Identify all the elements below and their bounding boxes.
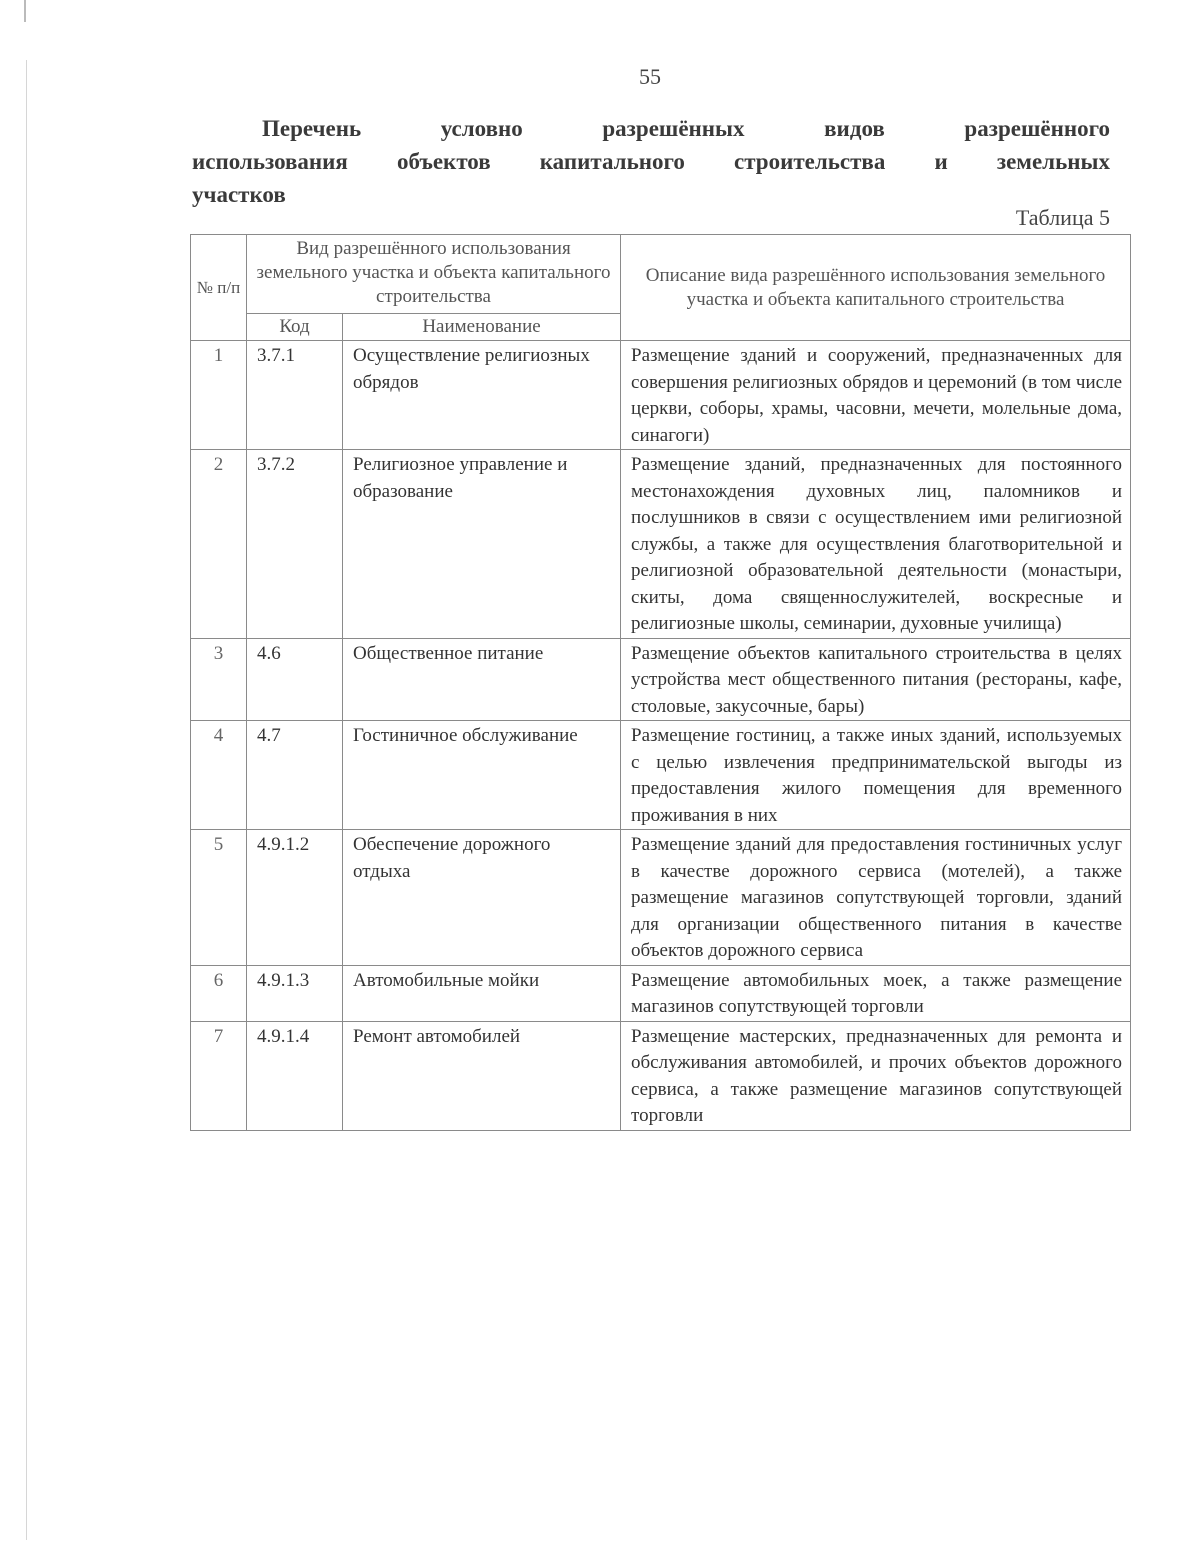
row-number: 2 [191,450,247,639]
row-name: Общественное питание [343,638,621,721]
row-description: Размещение зданий для предоставления гостиничных услуг в качестве дорожного сервиса (мотелей), а также размещение магазинов сопутствующей торговли, зданий для организации общественного питания в качестве объектов дорожного сервиса [621,830,1131,966]
scan-margin-mark [24,0,26,22]
title-word: видов [824,116,885,141]
header-code: Код [247,314,343,341]
row-description: Размещение мастерских, предназначенных для ремонта и обслуживания автомобилей, и прочих объектов дорожного сервиса, а также размещение магазинов сопутствующей торговли [621,1021,1131,1130]
header-description: Описание вида разрешённого использования земельного участка и объекта капитального строительства [621,235,1131,341]
title-word: капитального [539,149,685,174]
title-word: использования [192,149,348,174]
row-number: 3 [191,638,247,721]
row-name: Обеспечение дорожного отдыха [343,830,621,966]
row-number: 5 [191,830,247,966]
scan-margin-line [26,60,27,1540]
row-code: 3.7.1 [247,341,343,450]
row-code: 3.7.2 [247,450,343,639]
row-name: Религиозное управление и образование [343,450,621,639]
row-name: Ремонт автомобилей [343,1021,621,1130]
header-use-type: Вид разрешённого использования земельного участка и объекта капитального строительства [247,235,621,314]
row-number: 4 [191,721,247,830]
row-code: 4.7 [247,721,343,830]
title-word: и [934,149,948,174]
row-description: Размещение объектов капитального строительства в целях устройства мест общественного питания (рестораны, кафе, столовые, закусочные, бары) [621,638,1131,721]
page-number: 55 [639,64,661,89]
title-word: земельных [996,149,1110,174]
table-row [191,965,1131,1021]
title-line-2 [192,145,1110,178]
table-row [191,1021,1131,1130]
land-use-table [190,234,1131,1131]
document-title [192,112,1110,211]
title-word: строительства [733,149,886,174]
row-number: 6 [191,965,247,1021]
row-name: Автомобильные мойки [343,965,621,1021]
table-caption: Таблица 5 [1015,205,1110,230]
title-word: условно [440,116,523,141]
title-line-3: участков [192,182,286,207]
title-line-1 [192,112,1110,145]
row-code: 4.9.1.3 [247,965,343,1021]
row-number: 7 [191,1021,247,1130]
row-description: Размещение зданий и сооружений, предназначенных для совершения религиозных обрядов и церемоний (в том числе церкви, соборы, храмы, часовни, мечети, молельные дома, синагоги) [621,341,1131,450]
row-description: Размещение зданий, предназначенных для постоянного местонахождения духовных лиц, паломников и послушников в связи с осуществлением ими религиозной службы, а также для осуществления благотворительной и религиозной образовательной деятельности (монастыри, скиты, дома священнослужителей, воскресные и религиозные школы, семинарии, духовные училища) [621,450,1131,639]
row-name: Гостиничное обслуживание [343,721,621,830]
table-row [191,830,1131,966]
title-word: разрешённого [964,116,1110,141]
row-code: 4.9.1.4 [247,1021,343,1130]
row-name: Осуществление религиозных обрядов [343,341,621,450]
title-word: объектов [397,149,491,174]
table-row [191,638,1131,721]
title-word: разрешённых [602,116,745,141]
row-description: Размещение гостиниц, а также иных зданий, используемых с целью извлечения предпринимательской выгоды из предоставления жилого помещения для временного проживания в них [621,721,1131,830]
header-name: Наименование [343,314,621,341]
row-code: 4.6 [247,638,343,721]
table-row [191,341,1131,450]
table-row [191,721,1131,830]
table-row [191,450,1131,639]
row-description: Размещение автомобильных моек, а также размещение магазинов сопутствующей торговли [621,965,1131,1021]
table-header-row [191,235,1131,314]
row-code: 4.9.1.2 [247,830,343,966]
row-number: 1 [191,341,247,450]
header-number: № п/п [191,235,247,341]
title-word: Перечень [262,116,362,141]
